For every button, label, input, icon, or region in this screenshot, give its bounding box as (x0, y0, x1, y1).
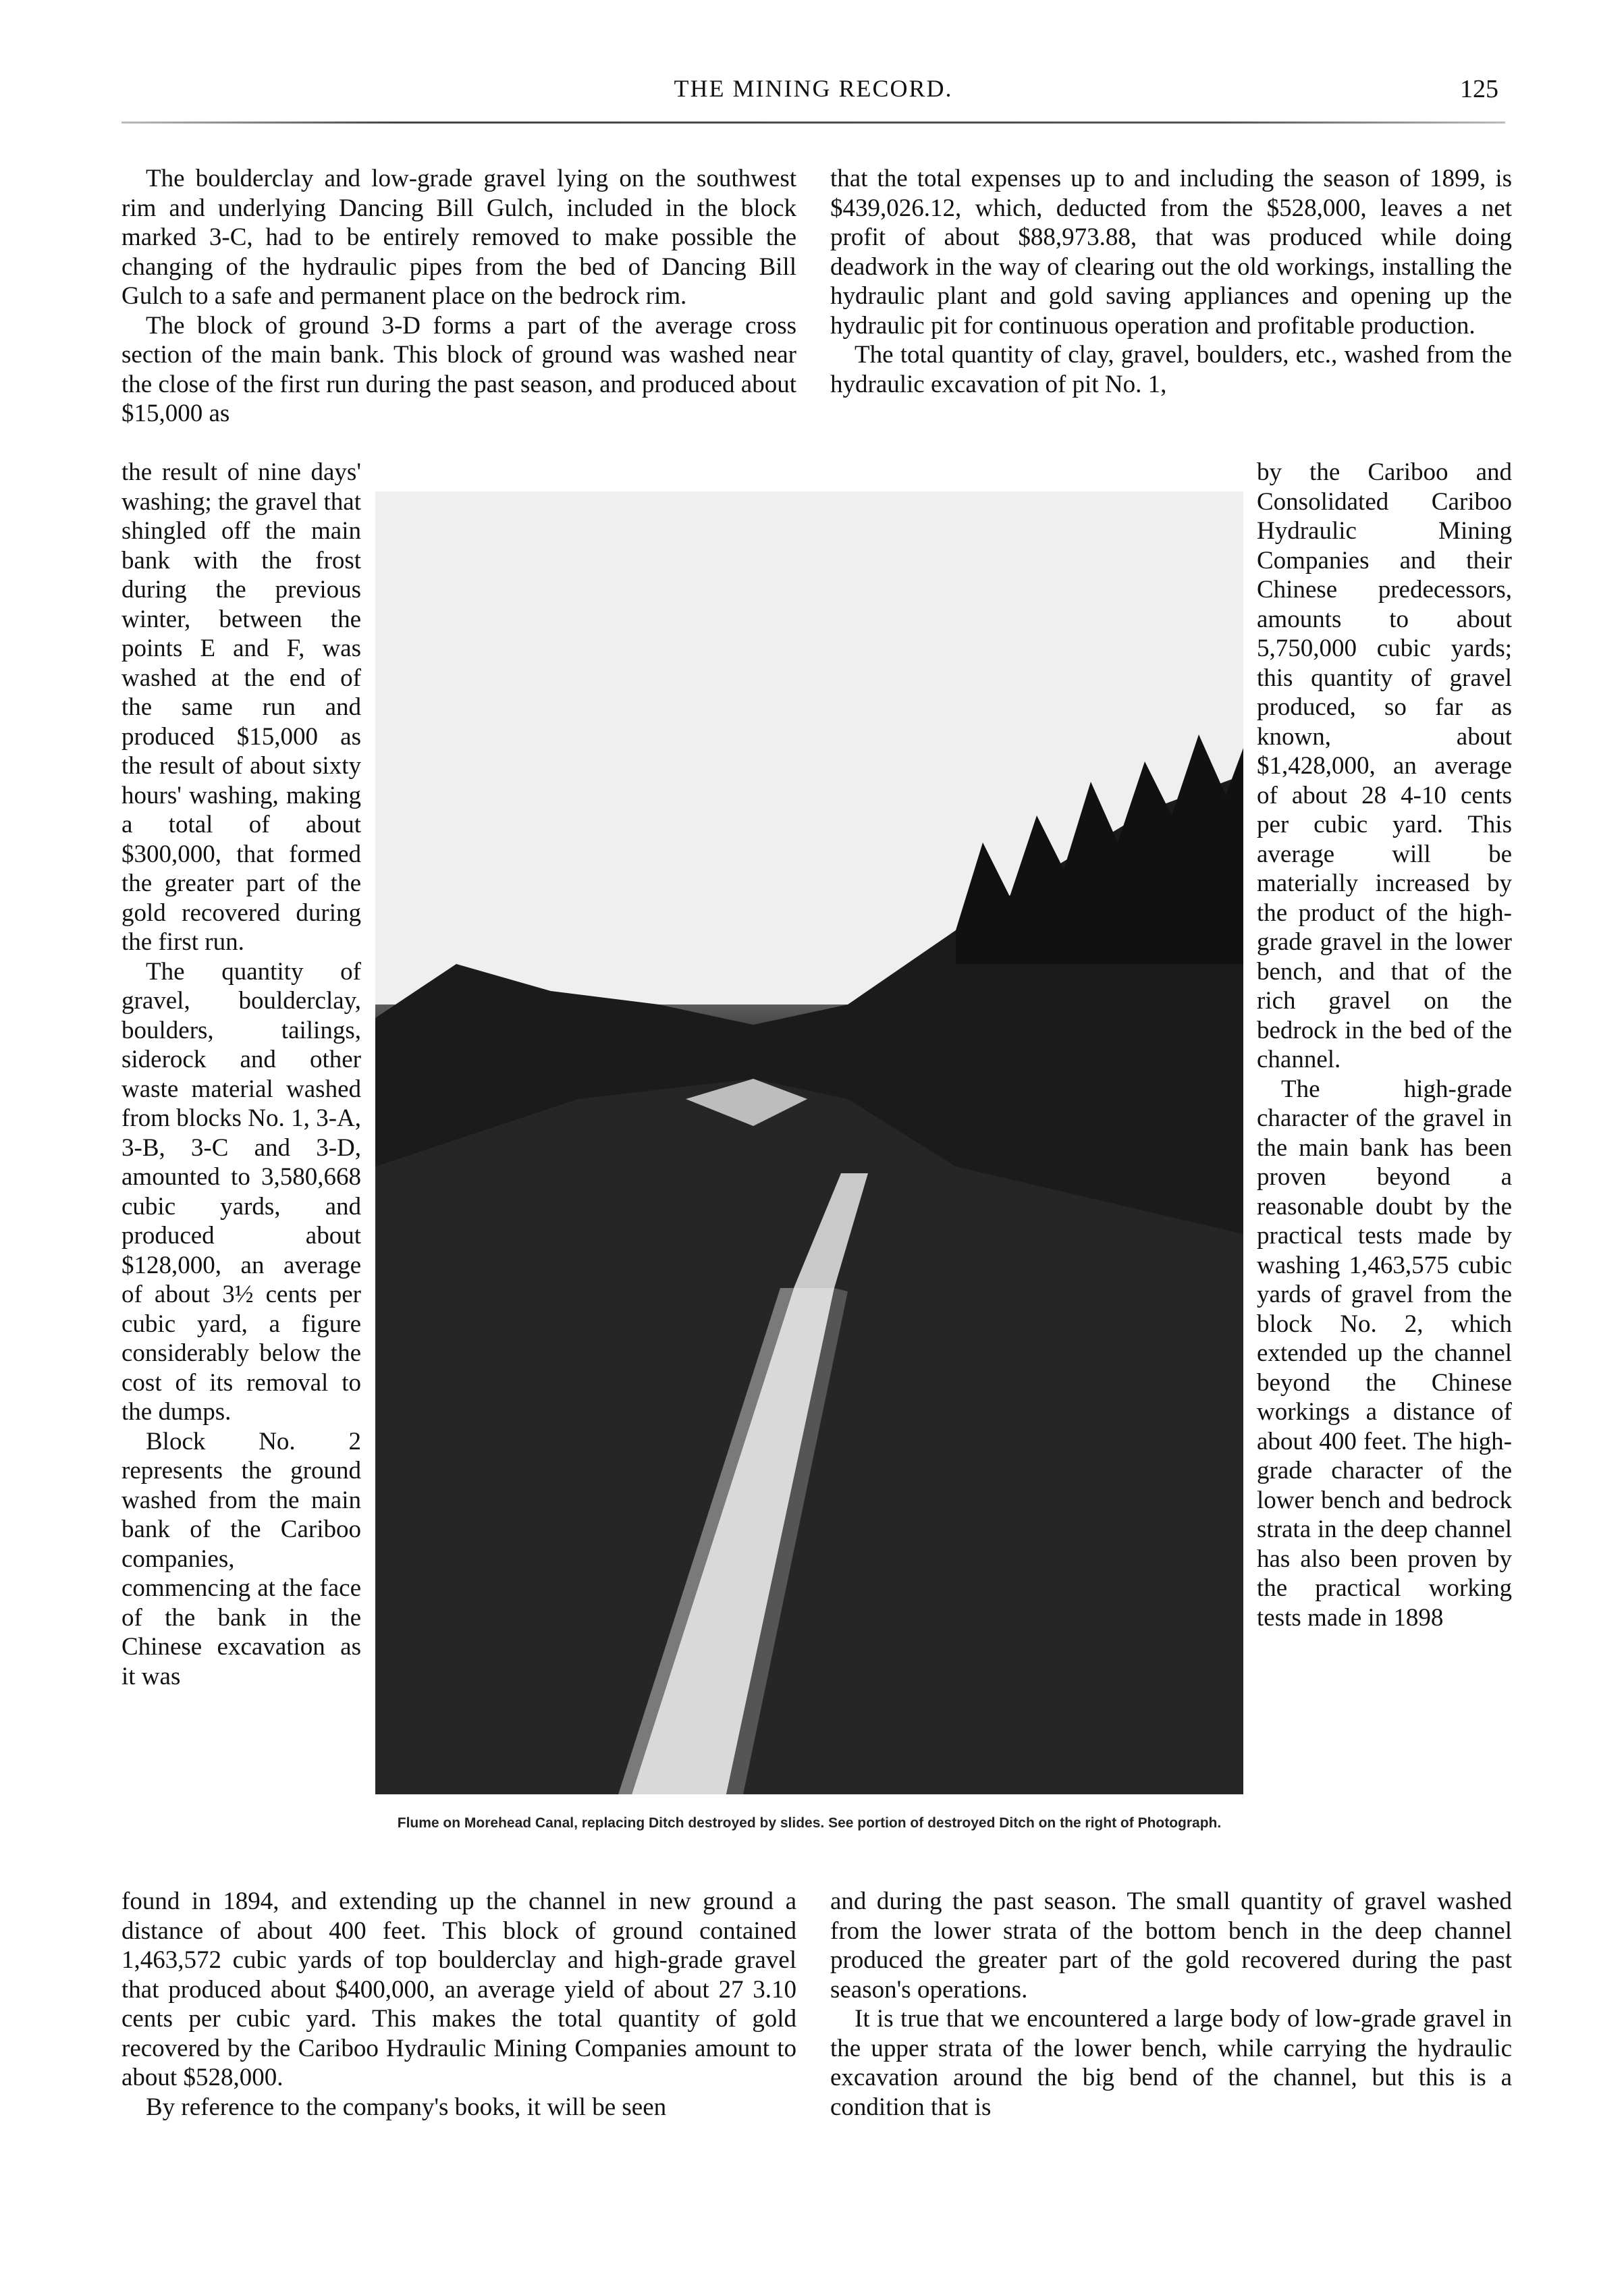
paragraph: The block of ground 3-D forms a part of the average cross section of the main bank. This block of ground was washed near the close of the first run during the past season, and produced about $15,000 as (121, 311, 796, 427)
right-column-wrap (1257, 458, 1512, 1632)
flume-photograph (375, 491, 1243, 1794)
paragraph: the result of nine days' washing; the gravel that shingled off the main bank with the frost during the previous winter, between the points E and F, was washed at the end of the same run and produced $15,000 as the result of about sixty hours' washing, making a total of about $300,000, that formed the greater part of the gold recovered during the first run. (121, 458, 361, 956)
paragraph: The quantity of gravel, boulderclay, boulders, tailings, siderock and other waste material washed from blocks No. 1, 3-A, 3-B, 3-C and 3-D, amounted to 3,580,668 cubic yards, and produced about $128,000, an average of about 3½ cents per cubic yard, a figure considerably below the cost of its removal to the dumps. (121, 957, 361, 1426)
paragraph: and during the past season. The small quantity of gravel washed from the lower strata of the bottom bench in the deep channel produced the greater part of the gold recovered during the past season's operations. (830, 1887, 1512, 2004)
running-title: THE MINING RECORD. (674, 75, 953, 102)
paragraph: found in 1894, and extending up the channel in new ground a distance of about 400 feet. This block of ground contained 1,463,572 cubic yards of top boulderclay and high-grade gravel that produced about $400,000, an average yield of about 27 3.10 cents per cubic yard. This makes the total quantity of gold recovered by the Cariboo Hydraulic Mining Companies amount to about $528,000. (121, 1887, 796, 2091)
paragraph: The total quantity of clay, gravel, boulders, etc., washed from the hydraulic excavation of pit No. 1, (830, 341, 1512, 398)
header-rule (121, 122, 1505, 124)
paragraph: The boulderclay and low-grade gravel lying on the southwest rim and underlying Dancing Bill Gulch, included in the block marked 3-C, had to be entirely removed to make possible the changing of the hydraulic pipes from the bed of Dancing Bill Gulch to a safe and permanent place on the bedrock rim. (121, 165, 796, 310)
right-column-bottom (830, 1887, 1512, 2122)
left-column-wrap (121, 458, 361, 1691)
left-column-bottom (121, 1887, 796, 2122)
left-column-top (121, 164, 796, 429)
photo-caption: Flume on Morehead Canal, replacing Ditch destroyed by slides. See portion of destroyed Ditch on the right of Photograph. (397, 1815, 1222, 1831)
paragraph: that the total expenses up to and including the season of 1899, is $439,026.12, which, deducted from the $528,000, leaves a net profit of about $88,973.88, that was produced while doing deadwork in the way of clearing out the old workings, installing the hydraulic plant and gold saving appliances and opening up the hydraulic pit for continuous operation and profitable production. (830, 165, 1512, 340)
flume-illustration (375, 491, 1243, 1794)
page-number: 125 (1460, 75, 1498, 103)
paragraph: It is true that we encountered a large body of low-grade gravel in the upper strata of the lower bench, while carrying the hydraulic excavation around the big bend of the channel, but this is a condition that is (830, 2005, 1512, 2121)
paragraph: By reference to the company's books, it will be seen (146, 2093, 667, 2121)
paragraph: Block No. 2 represents the ground washed from the main bank of the Cariboo companies, commencing at the face of the bank in the Chinese excavation as it was (121, 1427, 361, 1690)
paragraph: by the Cariboo and Consolidated Cariboo Hydraulic Mining Companies and their Chinese predecessors, amounts to about 5,750,000 cubic yards; this quantity of gravel produced, so far as known, about $1,428,000, an average of about 28 4-10 cents per cubic yard. This average will be materially increased by the product of the high-grade gravel in the lower bench, and that of the rich gravel on the bedrock in the bed of the channel. (1257, 458, 1512, 1073)
paragraph: The high-grade character of the gravel in the main bank has been proven beyond a reasonable doubt by the practical tests made by washing 1,463,575 cubic yards of gravel from the block No. 2, which extended up the channel beyond the Chinese workings a distance of about 400 feet. The high-grade character of the lower bench and bedrock strata in the deep channel has also been proven by the practical working tests made in 1898 (1257, 1075, 1512, 1632)
page-header (121, 74, 1505, 122)
right-column-top (830, 164, 1512, 399)
